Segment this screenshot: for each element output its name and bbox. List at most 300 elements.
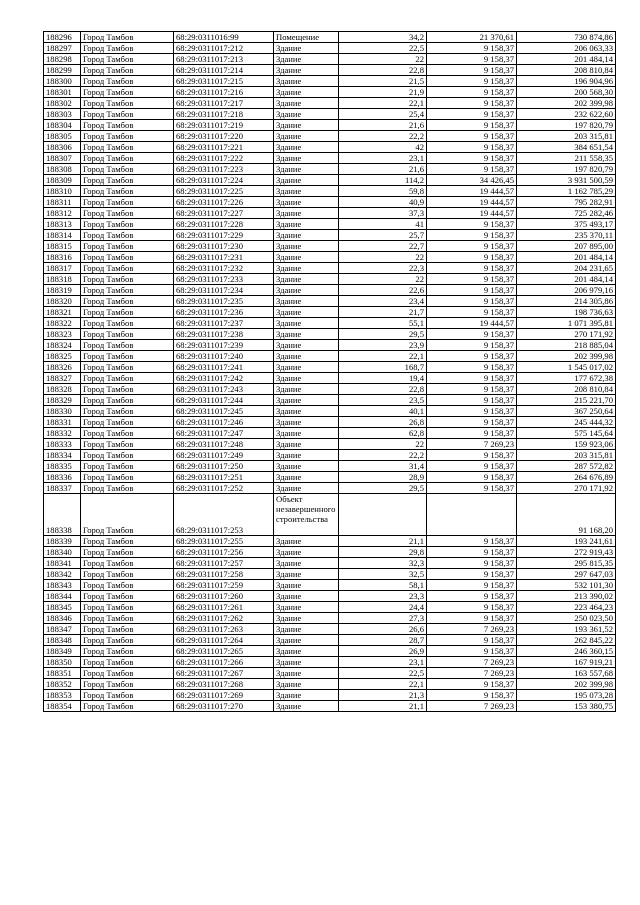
cadastral-value-cell: 177 672,38 — [517, 373, 616, 384]
object-type-cell: Здание — [274, 219, 339, 230]
area-cell: 23,5 — [339, 395, 427, 406]
area-cell: 22,5 — [339, 668, 427, 679]
cadastral-value-cell: 532 101,30 — [517, 580, 616, 591]
cadastral-value-cell: 223 464,23 — [517, 602, 616, 613]
table-row — [44, 120, 616, 131]
cadastral-number-cell: 68:29:0311017:248 — [174, 439, 274, 450]
object-type-cell: Здание — [274, 329, 339, 340]
row-id-cell: 188354 — [44, 701, 81, 712]
cadastral-value-cell: 1 545 017,02 — [517, 362, 616, 373]
row-id-cell: 188341 — [44, 558, 81, 569]
object-type-cell: Здание — [274, 351, 339, 362]
area-cell: 21,1 — [339, 536, 427, 547]
cadastral-number-cell: 68:29:0311017:240 — [174, 351, 274, 362]
cadastral-value-cell: 159 923,06 — [517, 439, 616, 450]
cadastral-number-cell: 68:29:0311017:249 — [174, 450, 274, 461]
object-type-cell: Здание — [274, 241, 339, 252]
cadastral-number-cell: 68:29:0311017:223 — [174, 164, 274, 175]
row-id-cell: 188326 — [44, 362, 81, 373]
row-id-cell: 188296 — [44, 32, 81, 43]
area-cell: 114,2 — [339, 175, 427, 186]
object-type-cell: Здание — [274, 208, 339, 219]
cadastral-number-cell: 68:29:0311017:237 — [174, 318, 274, 329]
object-type-cell: Здание — [274, 153, 339, 164]
row-id-cell: 188308 — [44, 164, 81, 175]
area-cell: 22,1 — [339, 679, 427, 690]
row-id-cell: 188312 — [44, 208, 81, 219]
row-id-cell: 188298 — [44, 54, 81, 65]
object-type-cell: Здание — [274, 461, 339, 472]
object-type-cell: Здание — [274, 76, 339, 87]
cadastral-value-cell: 203 315,81 — [517, 131, 616, 142]
city-cell: Город Тамбов — [81, 32, 174, 43]
cadastral-value-cell: 218 885,04 — [517, 340, 616, 351]
cadastral-number-cell: 68:29:0311017:218 — [174, 109, 274, 120]
city-cell: Город Тамбов — [81, 164, 174, 175]
cadastral-value-cell: 208 810,84 — [517, 384, 616, 395]
cadastral-value-cell: 730 874,86 — [517, 32, 616, 43]
area-cell: 32,3 — [339, 558, 427, 569]
area-cell: 42 — [339, 142, 427, 153]
table-row — [44, 43, 616, 54]
cadastral-value-cell: 262 845,22 — [517, 635, 616, 646]
object-type-cell: Здание — [274, 175, 339, 186]
cadastral-number-cell: 68:29:0311017:263 — [174, 624, 274, 635]
object-type-cell: Здание — [274, 252, 339, 263]
row-id-cell: 188350 — [44, 657, 81, 668]
table-row — [44, 701, 616, 712]
cadastral-value-cell: 202 399,98 — [517, 679, 616, 690]
table-row — [44, 657, 616, 668]
cadastral-number-cell: 68:29:0311017:227 — [174, 208, 274, 219]
cadastral-value-cell: 201 484,14 — [517, 54, 616, 65]
row-id-cell: 188318 — [44, 274, 81, 285]
row-id-cell: 188297 — [44, 43, 81, 54]
table-row — [44, 153, 616, 164]
row-id-cell: 188351 — [44, 668, 81, 679]
area-cell: 21,5 — [339, 76, 427, 87]
unit-value-cell: 9 158,37 — [427, 679, 517, 690]
cadastral-number-cell: 68:29:0311017:247 — [174, 428, 274, 439]
cadastral-value-cell: 1 162 785,29 — [517, 186, 616, 197]
table-row — [44, 197, 616, 208]
object-type-cell: Здание — [274, 274, 339, 285]
row-id-cell: 188321 — [44, 307, 81, 318]
unit-value-cell: 9 158,37 — [427, 547, 517, 558]
cadastral-number-cell: 68:29:0311016:99 — [174, 32, 274, 43]
cadastral-number-cell: 68:29:0311017:243 — [174, 384, 274, 395]
row-id-cell: 188349 — [44, 646, 81, 657]
table-row — [44, 208, 616, 219]
city-cell: Город Тамбов — [81, 406, 174, 417]
cadastral-value-cell: 270 171,92 — [517, 329, 616, 340]
cadastral-value-cell: 272 919,43 — [517, 547, 616, 558]
row-id-cell: 188353 — [44, 690, 81, 701]
object-type-cell: Здание — [274, 580, 339, 591]
table-row — [44, 461, 616, 472]
row-id-cell: 188327 — [44, 373, 81, 384]
table-row — [44, 580, 616, 591]
table-row — [44, 679, 616, 690]
cadastral-number-cell: 68:29:0311017:256 — [174, 547, 274, 558]
object-type-cell: Здание — [274, 197, 339, 208]
table-row — [44, 87, 616, 98]
row-id-cell: 188339 — [44, 536, 81, 547]
object-type-cell: Здание — [274, 646, 339, 657]
row-id-cell: 188322 — [44, 318, 81, 329]
unit-value-cell: 19 444,57 — [427, 208, 517, 219]
cadastral-value-cell: 213 390,02 — [517, 591, 616, 602]
city-cell: Город Тамбов — [81, 98, 174, 109]
table-row — [44, 318, 616, 329]
unit-value-cell: 7 269,23 — [427, 624, 517, 635]
cadastral-value-cell: 206 063,33 — [517, 43, 616, 54]
unit-value-cell: 7 269,23 — [427, 701, 517, 712]
table-row — [44, 274, 616, 285]
row-id-cell: 188323 — [44, 329, 81, 340]
cadastral-value-cell: 198 736,63 — [517, 307, 616, 318]
object-type-cell: Здание — [274, 690, 339, 701]
city-cell: Город Тамбов — [81, 690, 174, 701]
row-id-cell: 188317 — [44, 263, 81, 274]
area-cell: 37,3 — [339, 208, 427, 219]
object-type-cell: Здание — [274, 635, 339, 646]
table-row — [44, 494, 616, 536]
object-type-cell: Здание — [274, 65, 339, 76]
unit-value-cell: 9 158,37 — [427, 602, 517, 613]
object-type-cell: Здание — [274, 417, 339, 428]
unit-value-cell: 9 158,37 — [427, 362, 517, 373]
object-type-cell: Здание — [274, 668, 339, 679]
table-row — [44, 351, 616, 362]
area-cell: 29,8 — [339, 547, 427, 558]
table-row — [44, 591, 616, 602]
table-row — [44, 635, 616, 646]
area-cell: 29,5 — [339, 329, 427, 340]
cadastral-number-cell: 68:29:0311017:270 — [174, 701, 274, 712]
cadastral-number-cell: 68:29:0311017:261 — [174, 602, 274, 613]
area-cell: 23,1 — [339, 153, 427, 164]
city-cell: Город Тамбов — [81, 657, 174, 668]
unit-value-cell: 9 158,37 — [427, 252, 517, 263]
row-id-cell: 188340 — [44, 547, 81, 558]
cadastral-value-cell: 196 904,96 — [517, 76, 616, 87]
unit-value-cell: 9 158,37 — [427, 307, 517, 318]
table-row — [44, 668, 616, 679]
area-cell: 22,7 — [339, 241, 427, 252]
area-cell: 32,5 — [339, 569, 427, 580]
unit-value-cell: 9 158,37 — [427, 274, 517, 285]
cadastral-number-cell: 68:29:0311017:259 — [174, 580, 274, 591]
area-cell: 58,1 — [339, 580, 427, 591]
cadastral-value-cell: 235 370,11 — [517, 230, 616, 241]
row-id-cell: 188333 — [44, 439, 81, 450]
unit-value-cell: 9 158,37 — [427, 120, 517, 131]
unit-value-cell: 9 158,37 — [427, 230, 517, 241]
unit-value-cell: 9 158,37 — [427, 635, 517, 646]
cadastral-number-cell: 68:29:0311017:253 — [174, 494, 274, 536]
table-row — [44, 558, 616, 569]
cadastral-number-cell: 68:29:0311017:260 — [174, 591, 274, 602]
city-cell: Город Тамбов — [81, 635, 174, 646]
city-cell: Город Тамбов — [81, 613, 174, 624]
area-cell: 22 — [339, 54, 427, 65]
row-id-cell: 188316 — [44, 252, 81, 263]
area-cell: 21,9 — [339, 87, 427, 98]
area-cell: 22,6 — [339, 285, 427, 296]
table-row — [44, 646, 616, 657]
unit-value-cell: 9 158,37 — [427, 472, 517, 483]
cadastral-value-cell: 163 557,68 — [517, 668, 616, 679]
city-cell: Город Тамбов — [81, 252, 174, 263]
area-cell: 22 — [339, 439, 427, 450]
row-id-cell: 188310 — [44, 186, 81, 197]
unit-value-cell: 9 158,37 — [427, 340, 517, 351]
cadastral-value-cell: 197 820,79 — [517, 120, 616, 131]
unit-value-cell: 9 158,37 — [427, 164, 517, 175]
city-cell: Город Тамбов — [81, 340, 174, 351]
cadastral-value-cell: 246 360,15 — [517, 646, 616, 657]
city-cell: Город Тамбов — [81, 384, 174, 395]
table-row — [44, 569, 616, 580]
row-id-cell: 188345 — [44, 602, 81, 613]
object-type-cell: Здание — [274, 624, 339, 635]
cadastral-value-cell: 206 979,16 — [517, 285, 616, 296]
unit-value-cell: 9 158,37 — [427, 43, 517, 54]
cadastral-value-cell: 197 820,79 — [517, 164, 616, 175]
city-cell: Город Тамбов — [81, 472, 174, 483]
row-id-cell: 188330 — [44, 406, 81, 417]
cadastral-value-cell: 207 895,00 — [517, 241, 616, 252]
cadastral-number-cell: 68:29:0311017:265 — [174, 646, 274, 657]
object-type-cell: Помещение — [274, 32, 339, 43]
area-cell: 55,1 — [339, 318, 427, 329]
city-cell: Город Тамбов — [81, 296, 174, 307]
city-cell: Город Тамбов — [81, 580, 174, 591]
area-cell: 21,6 — [339, 164, 427, 175]
unit-value-cell: 9 158,37 — [427, 153, 517, 164]
row-id-cell: 188315 — [44, 241, 81, 252]
city-cell: Город Тамбов — [81, 569, 174, 580]
table-row — [44, 472, 616, 483]
table-row — [44, 690, 616, 701]
row-id-cell: 188325 — [44, 351, 81, 362]
table-row — [44, 65, 616, 76]
cadastral-number-cell: 68:29:0311017:258 — [174, 569, 274, 580]
object-type-cell: Здание — [274, 230, 339, 241]
cadastral-number-cell: 68:29:0311017:242 — [174, 373, 274, 384]
cadastral-number-cell: 68:29:0311017:213 — [174, 54, 274, 65]
row-id-cell: 188348 — [44, 635, 81, 646]
unit-value-cell: 9 158,37 — [427, 65, 517, 76]
object-type-cell: Здание — [274, 536, 339, 547]
object-type-cell: Здание — [274, 131, 339, 142]
cadastral-number-cell: 68:29:0311017:267 — [174, 668, 274, 679]
area-cell: 22,8 — [339, 65, 427, 76]
city-cell: Город Тамбов — [81, 142, 174, 153]
unit-value-cell: 9 158,37 — [427, 263, 517, 274]
row-id-cell: 188303 — [44, 109, 81, 120]
city-cell: Город Тамбов — [81, 153, 174, 164]
cadastral-value-cell: 375 493,17 — [517, 219, 616, 230]
table-row — [44, 613, 616, 624]
cadastral-number-cell: 68:29:0311017:231 — [174, 252, 274, 263]
unit-value-cell: 9 158,37 — [427, 285, 517, 296]
city-cell: Город Тамбов — [81, 43, 174, 54]
unit-value-cell: 19 444,57 — [427, 197, 517, 208]
object-type-cell: Здание — [274, 373, 339, 384]
object-type-cell: Здание — [274, 547, 339, 558]
cadastral-number-cell: 68:29:0311017:222 — [174, 153, 274, 164]
object-type-cell: Здание — [274, 263, 339, 274]
object-type-cell: Здание — [274, 439, 339, 450]
object-type-cell: Здание — [274, 613, 339, 624]
cadastral-value-cell: 167 919,21 — [517, 657, 616, 668]
area-cell: 23,3 — [339, 591, 427, 602]
object-type-cell: Здание — [274, 558, 339, 569]
object-type-cell: Здание — [274, 98, 339, 109]
object-type-cell: Здание — [274, 701, 339, 712]
unit-value-cell: 9 158,37 — [427, 461, 517, 472]
city-cell: Город Тамбов — [81, 428, 174, 439]
object-type-cell: Здание — [274, 395, 339, 406]
object-type-cell: Здание — [274, 120, 339, 131]
unit-value-cell: 9 158,37 — [427, 109, 517, 120]
table-body — [44, 32, 616, 712]
unit-value-cell: 9 158,37 — [427, 569, 517, 580]
row-id-cell: 188306 — [44, 142, 81, 153]
cadastral-value-cell: 214 305,86 — [517, 296, 616, 307]
city-cell: Город Тамбов — [81, 219, 174, 230]
city-cell: Город Тамбов — [81, 439, 174, 450]
city-cell: Город Тамбов — [81, 536, 174, 547]
row-id-cell: 188305 — [44, 131, 81, 142]
city-cell: Город Тамбов — [81, 351, 174, 362]
area-cell: 25,7 — [339, 230, 427, 241]
cadastral-value-cell: 297 647,03 — [517, 569, 616, 580]
table-row — [44, 76, 616, 87]
object-type-cell: Здание — [274, 54, 339, 65]
city-cell: Город Тамбов — [81, 679, 174, 690]
unit-value-cell: 9 158,37 — [427, 646, 517, 657]
unit-value-cell: 9 158,37 — [427, 241, 517, 252]
table-row — [44, 98, 616, 109]
cadastral-number-cell: 68:29:0311017:217 — [174, 98, 274, 109]
cadastral-value-cell: 270 171,92 — [517, 483, 616, 494]
cadastral-number-cell: 68:29:0311017:226 — [174, 197, 274, 208]
object-type-cell: Здание — [274, 483, 339, 494]
row-id-cell: 188299 — [44, 65, 81, 76]
area-cell: 59,8 — [339, 186, 427, 197]
cadastral-value-cell: 245 444,32 — [517, 417, 616, 428]
cadastral-number-cell: 68:29:0311017:236 — [174, 307, 274, 318]
unit-value-cell: 9 158,37 — [427, 54, 517, 65]
city-cell: Город Тамбов — [81, 461, 174, 472]
cadastral-value-cell: 195 073,28 — [517, 690, 616, 701]
cadastral-value-cell: 264 676,89 — [517, 472, 616, 483]
object-type-cell: Здание — [274, 602, 339, 613]
city-cell: Город Тамбов — [81, 197, 174, 208]
cadastral-number-cell: 68:29:0311017:238 — [174, 329, 274, 340]
city-cell: Город Тамбов — [81, 274, 174, 285]
cadastral-value-cell: 384 651,54 — [517, 142, 616, 153]
object-type-cell: Здание — [274, 87, 339, 98]
area-cell: 26,6 — [339, 624, 427, 635]
city-cell: Город Тамбов — [81, 624, 174, 635]
row-id-cell: 188344 — [44, 591, 81, 602]
cadastral-number-cell: 68:29:0311017:252 — [174, 483, 274, 494]
object-type-cell: Здание — [274, 285, 339, 296]
table-row — [44, 175, 616, 186]
table-row — [44, 439, 616, 450]
row-id-cell: 188320 — [44, 296, 81, 307]
table-row — [44, 340, 616, 351]
object-type-cell: Здание — [274, 362, 339, 373]
cadastral-number-cell: 68:29:0311017:234 — [174, 285, 274, 296]
object-type-cell: Здание — [274, 472, 339, 483]
cadastral-value-cell: 193 241,61 — [517, 536, 616, 547]
cadastral-number-cell: 68:29:0311017:212 — [174, 43, 274, 54]
area-cell: 26,8 — [339, 417, 427, 428]
area-cell: 21,3 — [339, 690, 427, 701]
unit-value-cell: 9 158,37 — [427, 296, 517, 307]
row-id-cell: 188337 — [44, 483, 81, 494]
cadastral-value-cell: 295 815,35 — [517, 558, 616, 569]
cadastral-number-cell: 68:29:0311017:230 — [174, 241, 274, 252]
row-id-cell: 188324 — [44, 340, 81, 351]
area-cell: 22,2 — [339, 450, 427, 461]
row-id-cell: 188346 — [44, 613, 81, 624]
object-type-cell: Объект незавершенного строительства — [274, 494, 339, 536]
area-cell: 23,1 — [339, 657, 427, 668]
unit-value-cell: 9 158,37 — [427, 536, 517, 547]
table-row — [44, 32, 616, 43]
cadastral-value-cell: 193 361,52 — [517, 624, 616, 635]
cadastral-number-cell: 68:29:0311017:246 — [174, 417, 274, 428]
object-type-cell: Здание — [274, 296, 339, 307]
cadastral-number-cell: 68:29:0311017:266 — [174, 657, 274, 668]
object-type-cell: Здание — [274, 142, 339, 153]
table-row — [44, 219, 616, 230]
cadastral-value-cell: 202 399,98 — [517, 98, 616, 109]
area-cell: 21,1 — [339, 701, 427, 712]
unit-value-cell: 21 370,61 — [427, 32, 517, 43]
unit-value-cell: 9 158,37 — [427, 384, 517, 395]
city-cell: Город Тамбов — [81, 109, 174, 120]
city-cell: Город Тамбов — [81, 547, 174, 558]
row-id-cell: 188338 — [44, 494, 81, 536]
area-cell: 25,4 — [339, 109, 427, 120]
area-cell: 22,3 — [339, 263, 427, 274]
cadastral-number-cell: 68:29:0311017:233 — [174, 274, 274, 285]
cadastral-number-cell: 68:29:0311017:228 — [174, 219, 274, 230]
unit-value-cell: 7 269,23 — [427, 439, 517, 450]
row-id-cell: 188309 — [44, 175, 81, 186]
table-row — [44, 131, 616, 142]
unit-value-cell: 9 158,37 — [427, 87, 517, 98]
unit-value-cell: 9 158,37 — [427, 483, 517, 494]
table-row — [44, 307, 616, 318]
cadastral-number-cell: 68:29:0311017:215 — [174, 76, 274, 87]
object-type-cell: Здание — [274, 428, 339, 439]
cadastral-value-cell: 201 484,14 — [517, 252, 616, 263]
cadastral-value-cell: 153 380,75 — [517, 701, 616, 712]
object-type-cell: Здание — [274, 384, 339, 395]
cadastral-number-cell: 68:29:0311017:255 — [174, 536, 274, 547]
table-row — [44, 252, 616, 263]
unit-value-cell: 9 158,37 — [427, 131, 517, 142]
unit-value-cell: 9 158,37 — [427, 558, 517, 569]
